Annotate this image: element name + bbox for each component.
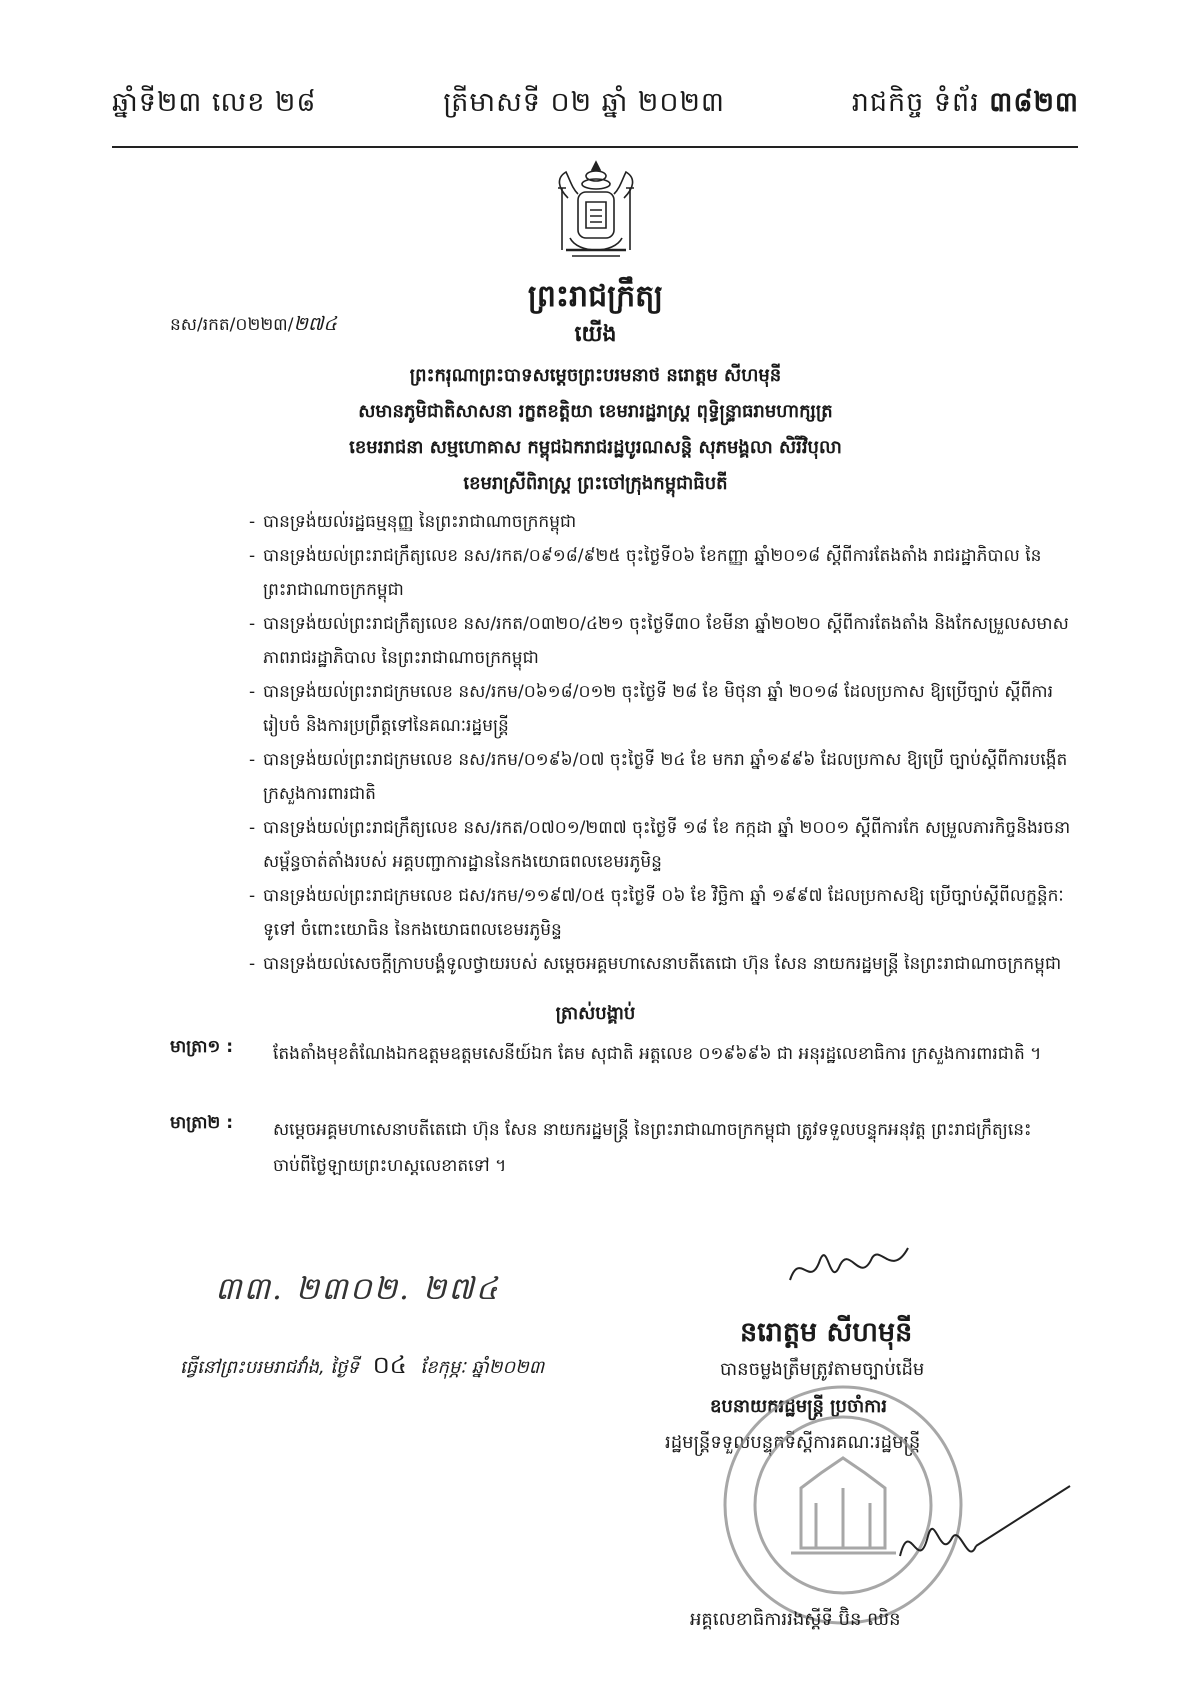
royal-title-line: ខេមររាជនា សម្មហោគាស កម្ពុជឯករាជរដ្ឋបូរណសន្តិ សុភមង្គលា សិរីវិបុលា	[349, 437, 842, 458]
certify-line-3: រដ្ឋមន្ត្រីទទួលបន្ទុកទីស្តីការគណៈរដ្ឋមន្ត្រី	[665, 1432, 921, 1453]
gazette-header	[112, 86, 1079, 125]
royal-title-line: ព្រះករុណាព្រះបាទសម្តេចព្រះបរមនាថ នរោត្តម សីហមុនី	[409, 365, 782, 386]
quarter: ត្រីមាសទី ០២ ឆ្នាំ ២០២៣	[443, 87, 725, 118]
handwritten-register-ref: ៣៣. ២៣០២. ២៧៤	[215, 1271, 500, 1307]
day: ០៤	[372, 1351, 407, 1379]
king-signature	[780, 1230, 920, 1300]
we-heading: យើង	[574, 321, 617, 347]
certifier-signature	[880, 1466, 1080, 1586]
month-year: ខែកុម្ភៈ ឆ្នាំ២០២៣	[420, 1357, 545, 1378]
decree-heading: ត្រាស់បង្គាប់	[555, 1003, 636, 1024]
header-divider	[112, 146, 1078, 148]
consideration-item: - បានទ្រង់យល់ព្រះរាជក្រមលេខ ជស/រកម/១១៩៧/០៥ ចុះថ្ងៃទី ០៦ ខែ វិច្ឆិកា ឆ្នាំ ១៩៩៧ ដែលប្រកាសឱ្យ ប្រើច្បាប់ស្តីពីលក្ខន្តិកៈទូទៅ ចំពោះយោធិន នៃកងយោធពលខេមរភូមិន្ទ	[249, 886, 1064, 940]
consideration-item: - បានទ្រង់យល់រដ្ឋធម្មនុញ្ញ នៃព្រះរាជាណាចក្រកម្ពុជា	[249, 512, 577, 532]
article-text: សម្តេចអគ្គមហាសេនាបតីតេជោ ហ៊ុន សែន នាយករដ្ឋមន្ត្រី នៃព្រះរាជាណាចក្រកម្ពុជា ត្រូវទទួលបន្ទុកអនុវត្ត ព្រះរាជក្រឹត្យនេះ ចាប់ពីថ្ងៃឡាយព្រះហស្តលេខាតទៅ ។	[273, 1120, 1032, 1176]
consideration-item: - បានទ្រង់យល់ព្រះរាជក្រមលេខ នស/រកម/០៦១៨/០១២ ចុះថ្ងៃទី ២៨ ខែ មិថុនា ឆ្នាំ ២០១៨ ដែលប្រកាស ឱ្យប្រើច្បាប់ ស្តីពីការរៀបចំ និងការប្រព្រឹត្តទៅនៃគណៈរដ្ឋមន្ត្រី	[249, 682, 1053, 736]
ref-prefix: នស/រកត/០២២៣/	[170, 315, 294, 335]
consideration-item: - បានទ្រង់យល់ព្រះរាជក្រឹត្យលេខ នស/រកត/០៣២០/៤២១ ចុះថ្ងៃទី៣០ ខែមីនា ឆ្នាំ២០២០ ស្តីពីការតែងតាំង និងកែសម្រួលសមាសភាពរាជរដ្ឋាភិបាល នៃព្រះរាជាណាចក្រកម្ពុជា	[249, 614, 1069, 668]
place-prefix: ធ្វើនៅព្រះបរមរាជវាំង, ថ្ងៃទី	[180, 1357, 359, 1378]
certify-line-2: ឧបនាយករដ្ឋមន្ត្រី ប្រចាំការ	[710, 1396, 887, 1417]
royal-titles	[0, 358, 1191, 502]
royal-title-line: ខេមរាស្រីពិរាស្ត្រ ព្រះចៅក្រុងកម្ពុជាធិបតី	[463, 473, 728, 494]
consideration-item: - បានទ្រង់យល់ព្រះរាជក្រមលេខ នស/រកម/០១៩៦/០៧ ចុះថ្ងៃទី ២៤ ខែ មករា ឆ្នាំ១៩៩៦ ដែលប្រកាស ឱ្យប្រើ ច្បាប់ស្តីពីការបង្កើត ក្រសួងការពារជាតិ	[249, 750, 1068, 804]
king-name: នរោត្តម សីហមុនី	[740, 1317, 913, 1348]
certify-line-1: បានចម្លងត្រឹមត្រូវតាមច្បាប់ដើម	[720, 1359, 925, 1380]
article-label: មាត្រា១ :	[170, 1037, 234, 1057]
year-issue: ឆ្នាំទី២៣ លេខ ២៨	[112, 87, 317, 118]
page-number: ៣៨២៣	[989, 87, 1079, 118]
signer-name: អគ្គលេខាធិការរងស្តីទី ប៊ិន ឈិន	[690, 1609, 901, 1630]
consideration-item: - បានទ្រង់យល់សេចក្តីក្រាបបង្គំទូលថ្វាយរបស់ សម្តេចអគ្គមហាសេនាបតីតេជោ ហ៊ុន សែន នាយករដ្ឋមន្ត្រី នៃព្រះរាជាណាចក្រកម្ពុជា	[249, 954, 1062, 974]
royal-emblem-icon	[548, 158, 644, 264]
page-prefix: រាជកិច្ច ទំព័រ	[851, 87, 990, 118]
royal-title-line: សមានភូមិជាតិសាសនា រក្ខតខត្តិយា ខេមរារដ្ឋរាស្ត្រ ពុទ្ធិន្ទ្រាធរាមហាក្សត្រ	[358, 401, 833, 422]
ref-handwritten-number: ២៧៤	[293, 313, 337, 335]
page-label	[852, 86, 1079, 125]
article-label: មាត្រា២ :	[170, 1113, 234, 1133]
article-1	[170, 1036, 1070, 1072]
article-2	[170, 1112, 1070, 1184]
consideration-item: - បានទ្រង់យល់ព្រះរាជក្រឹត្យលេខ នស/រកត/០៧០១/២៣៧ ចុះថ្ងៃទី ១៨ ខែ កក្កដា ឆ្នាំ ២០០១ ស្តីពីការកែ សម្រួលភារកិច្ចនិងរចនាសម្ព័ន្ធចាត់តាំងរបស់ អគ្គបញ្ជាការដ្ឋាននៃកងយោធពលខេមរភូមិន្ទ	[249, 818, 1071, 872]
consideration-item: - បានទ្រង់យល់ព្រះរាជក្រឹត្យលេខ នស/រកត/០៩១៨/៩២៥ ចុះថ្ងៃទី០៦ ខែកញ្ញា ឆ្នាំ២០១៨ ស្តីពីការតែងតាំង រាជរដ្ឋាភិបាល នៃព្រះរាជាណាចក្រកម្ពុជា	[249, 546, 1042, 600]
place-date	[180, 1350, 544, 1385]
document-title: ព្រះរាជក្រឹត្យ	[527, 279, 664, 314]
considerations-list	[249, 505, 1083, 981]
article-text: តែងតាំងមុខតំណែងឯកឧត្តមឧត្តមសេនីយ៍ឯក គែម សុជាតិ អត្តលេខ ០១៩៦៩៦ ជា អនុរដ្ឋលេខាធិការ ក្រសួងការពារជាតិ ។	[273, 1044, 1042, 1064]
